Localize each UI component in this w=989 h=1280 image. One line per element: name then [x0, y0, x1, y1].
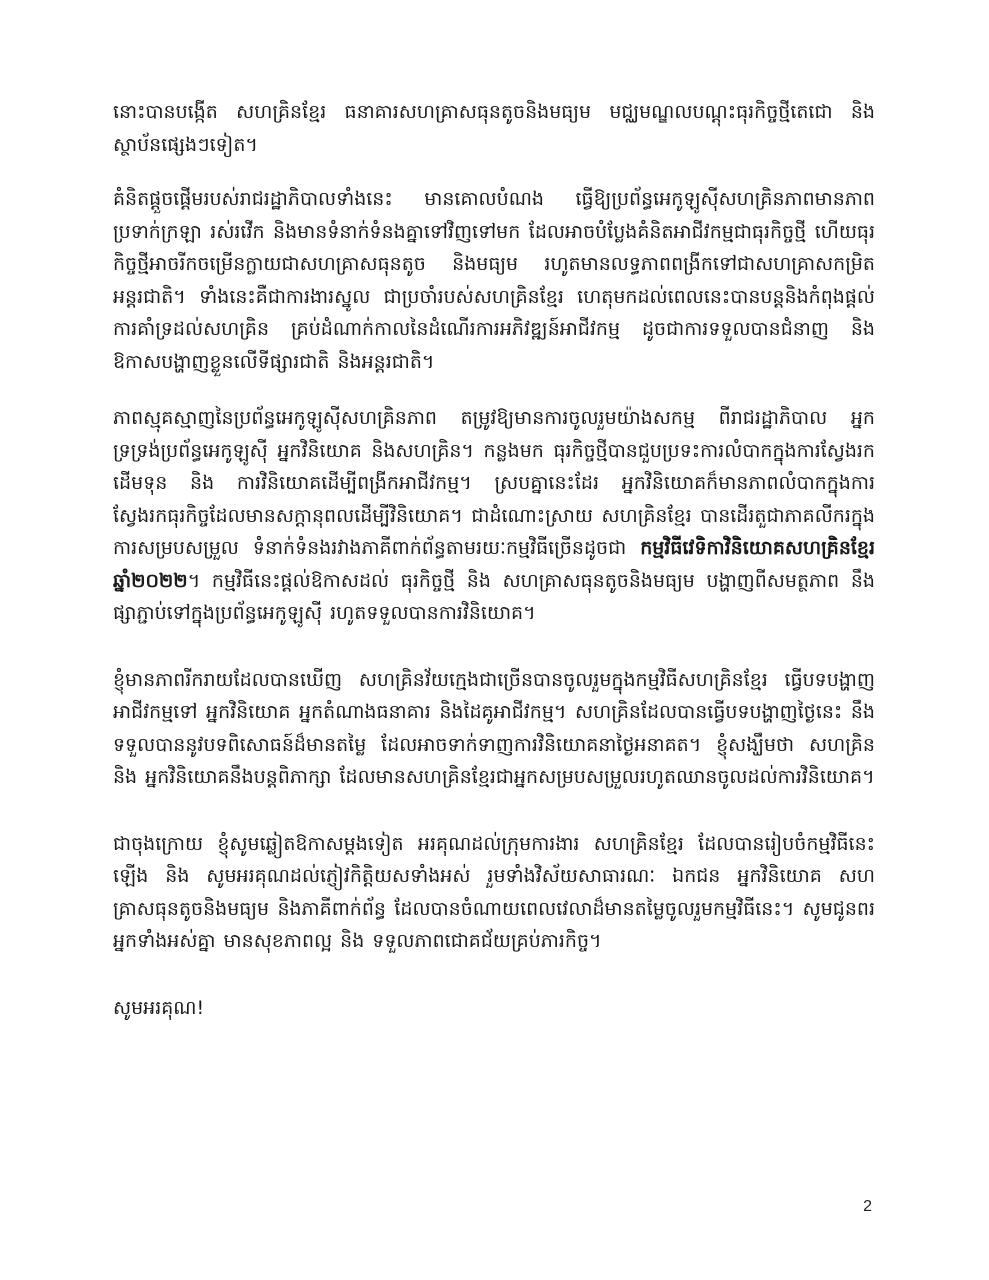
paragraph-1: នោះបានបង្កើត សហគ្រិនខ្មែរ ធនាគារសហគ្រាសធុនតូចនិងមធ្យម មជ្ឈមណ្ឌលបណ្តុះធុរកិច្ចថ្មីតេជោ និងស្ថាប័នផ្សេងៗទៀត។: [113, 101, 875, 156]
paragraph-5: ជាចុងក្រោយ ខ្ញុំសូមឆ្លៀតឱកាសម្តងទៀត អរគុណដល់ក្រុមការងារ សហគ្រិនខ្មែរ ដែលបានរៀបចំកម្មវិធីនេះឡើង និង សូមអរគុណដល់ភ្ញៀវកិត្តិយសទាំងអស់ រួមទាំងវិស័យសាធារណៈ ឯកជន អ្នកវិនិយោគ សហគ្រាសធុនតូចនិងមធ្យម និងភាគីពាក់ព័ន្ធ ដែលបានចំណាយពេលវេលាដ៏មានតម្លៃចូលរួមកម្មវិធីនេះ។ សូមជូនពរអ្នកទាំងអស់គ្នា មានសុខភាពល្អ និង ទទួលភាពជោគជ័យគ្រប់ភារកិច្ច។: [113, 832, 875, 952]
paragraph-4: ខ្ញុំមានភាពរីករាយដែលបានឃើញ សហគ្រិនវ័យក្មេងជាច្រើនបានចូលរួមក្នុងកម្មវិធីសហគ្រិនខ្មែរ ធ្វើបទបង្ហាញអាជីវកម្មទៅ អ្នកវិនិយោគ អ្នកតំណាងធនាគារ និងដៃគូអាជីវកម្ម។ សហគ្រិនដែលបានធ្វើបទបង្ហាញថ្ងៃនេះ នឹងទទួលបាននូវបទពិសោធន៍ដ៏មានតម្លៃ ដែលអាចទាក់ទាញការវិនិយោគនាថ្ងៃអនាគត។ ខ្ញុំសង្ឃឹមថា សហគ្រិន និង អ្នកវិនិយោគនឹងបន្តពិភាក្សា ដែលមានសហគ្រិនខ្មែរជាអ្នកសម្របសម្រួលរហូតឈានចូលដល់ការវិនិយោគ។: [113, 668, 875, 788]
paragraph-2: គំនិតផ្តួចផ្តើមរបស់រាជរដ្ឋាភិបាលទាំងនេះ មានគោលបំណង ធ្វើឱ្យប្រព័ន្ធអេកូឡូស៊ីសហគ្រិនភាពមានភាពប្រទាក់ក្រឡា រស់រវើក និងមានទំនាក់ទំនងគ្នាទៅវិញទៅមក ដែលអាចបំប្លែងគំនិតអាជីវកម្មជាធុរកិច្ចថ្មី ហើយធុរកិច្ចថ្មីអាចរីកចម្រើនក្លាយជាសហគ្រាសធុនតូច និងមធ្យម រហូតមានលទ្ធភាពពង្រីកទៅជាសហគ្រាសកម្រិតអន្តរជាតិ។ ទាំងនេះគឺជាការងារស្នូល ជាប្រចាំរបស់សហគ្រិនខ្មែរ ហេតុមកដល់ពេលនេះបានបន្តនិងកំពុងផ្តល់ ការគាំទ្រដល់សហគ្រិន គ្រប់ដំណាក់កាលនៃដំណើរការអភិវឌ្ឍន៍អាជីវកម្ម ដូចជាការទទួលបានជំនាញ និង ឱកាសបង្ហាញខ្លួនលើទីផ្សារជាតិ និងអន្តរជាតិ។: [113, 188, 875, 373]
paragraph-3: [113, 402, 875, 630]
paragraph-3-lead-text: ភាពស្មុគស្មាញនៃប្រព័ន្ធអេកូឡូស៊ីសហគ្រិនភាព តម្រូវឱ្យមានការចូលរួមយ៉ាងសកម្ម ពីរាជរដ្ឋាភិបាល អ្នកទ្រទ្រង់ប្រព័ន្ធអេកូឡូស៊ី អ្នកវិនិយោគ និងសហគ្រិន។ កន្លងមក ធុរកិច្ចថ្មីបានជួបប្រទះការលំបាកក្នុងការស្វែងរកដើមទុន និង ការវិនិយោគដើម្បីពង្រីកអាជីវកម្ម។ ស្របគ្នានេះដែរ អ្នកវិនិយោគក៏មានភាពលំបាកក្នុងការស្វែងរកធុរកិច្ចដែលមានសក្តានុពលដើម្បីវិនិយោគ។ ជាដំណោះស្រាយ សហគ្រិនខ្មែរ បានដើរតួជាភាគលីករក្នុងការសម្របសម្រួល ទំនាក់ទំនងរវាងភាគីពាក់ព័ន្ធតាមរយៈកម្មវិធីច្រើនដូចជា: [113, 407, 875, 559]
page-number: 2: [863, 1198, 872, 1215]
document-body: [113, 96, 875, 1024]
program-name-bold: កម្មវិធីវេទិកាវិនិយោគសហគ្រិនខ្មែរឆ្នាំ២០២២: [113, 537, 875, 592]
paragraph-3-trailing-text: ។ កម្មវិធីនេះផ្តល់ឱកាសដល់ ធុរកិច្ចថ្មី និង សហគ្រាសធុនតូចនិងមធ្យម បង្ហាញពីសមត្ថភាព នឹងផ្សាភ្ជាប់ទៅក្នុងប្រព័ន្ធអេកូឡូស៊ី រហូតទទួលបានការវិនិយោគ។: [113, 569, 875, 624]
closing-thanks: សូមអរគុណ!: [113, 996, 205, 1019]
